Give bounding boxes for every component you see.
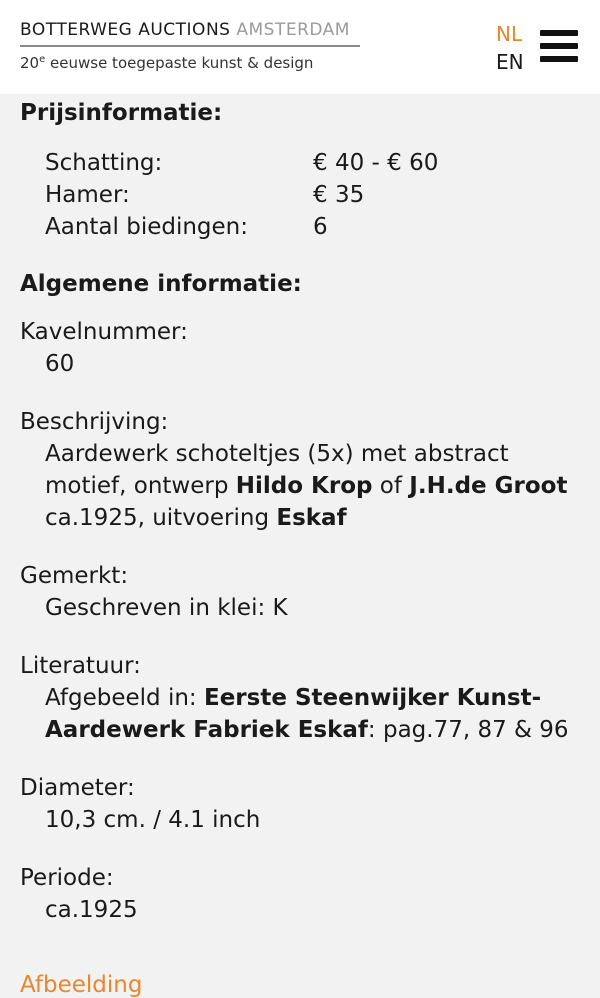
- general-info-heading: Algemene informatie:: [20, 271, 302, 297]
- marked-label: Gemerkt:: [20, 563, 129, 589]
- description-line: [45, 470, 567, 502]
- description-label: Beschrijving:: [20, 409, 169, 435]
- price-row-value: 6: [313, 214, 328, 240]
- hamburger-menu-icon[interactable]: [540, 30, 578, 64]
- diameter-label: Diameter:: [20, 775, 135, 801]
- description-text: ca.1925, uitvoering: [45, 505, 277, 531]
- description-line: Aardewerk schoteltjes (5x) met abstract: [45, 441, 509, 467]
- site-header: [0, 0, 600, 94]
- literature-line: [45, 714, 569, 746]
- diameter-value: 10,3 cm. / 4.1 inch: [45, 807, 261, 833]
- price-row-value: € 35: [313, 182, 365, 208]
- manufacturer-link[interactable]: Eskaf: [276, 505, 347, 531]
- brand-divider: [20, 45, 360, 47]
- tagline-text: eeuwse toegepaste kunst & design: [45, 54, 314, 72]
- price-row-label: Aantal biedingen:: [45, 214, 249, 240]
- description-text: of: [372, 473, 410, 499]
- price-row: [45, 179, 364, 211]
- designer-link[interactable]: J.H.de Groot: [409, 473, 568, 499]
- literature-line: [45, 682, 541, 714]
- price-row-label: Schatting:: [45, 150, 163, 176]
- tagline: [20, 54, 313, 72]
- brand-city: AMSTERDAM: [236, 20, 350, 40]
- lang-nl-link[interactable]: NL: [496, 22, 523, 46]
- description-text: motief, ontwerp: [45, 473, 236, 499]
- price-info-heading: Prijsinformatie:: [20, 100, 223, 126]
- literature-label: Literatuur:: [20, 653, 141, 679]
- designer-link[interactable]: Hildo Krop: [235, 473, 373, 499]
- language-switcher: [496, 20, 530, 76]
- tagline-sup: e: [39, 54, 46, 65]
- period-label: Periode:: [20, 865, 114, 891]
- literature-pages: : pag.77, 87 & 96: [367, 717, 569, 743]
- price-row-label: Hamer:: [45, 182, 130, 208]
- menu-bar: [540, 43, 578, 49]
- marked-value: Geschreven in klei: K: [45, 595, 288, 621]
- lot-number-label: Kavelnummer:: [20, 319, 188, 345]
- lot-number-value: 60: [45, 351, 75, 377]
- literature-title[interactable]: Aardewerk Fabriek Eskaf: [45, 717, 368, 743]
- price-row-value: € 40 - € 60: [313, 150, 439, 176]
- lang-en-link[interactable]: EN: [496, 50, 524, 74]
- price-row: [45, 211, 328, 243]
- brand-logo[interactable]: [20, 20, 350, 40]
- menu-bar: [540, 56, 578, 62]
- literature-text: Afgebeeld in:: [45, 685, 204, 711]
- image-link[interactable]: Afbeelding: [20, 972, 143, 998]
- brand-auctions: AUCTIONS: [138, 20, 231, 40]
- menu-bar: [540, 30, 578, 36]
- brand-name: BOTTERWEG: [20, 20, 133, 40]
- tagline-prefix: 20: [20, 54, 40, 72]
- period-value: ca.1925: [45, 897, 138, 923]
- literature-title[interactable]: Eerste Steenwijker Kunst-: [204, 685, 542, 711]
- price-row: [45, 147, 438, 179]
- description-line: [45, 502, 347, 534]
